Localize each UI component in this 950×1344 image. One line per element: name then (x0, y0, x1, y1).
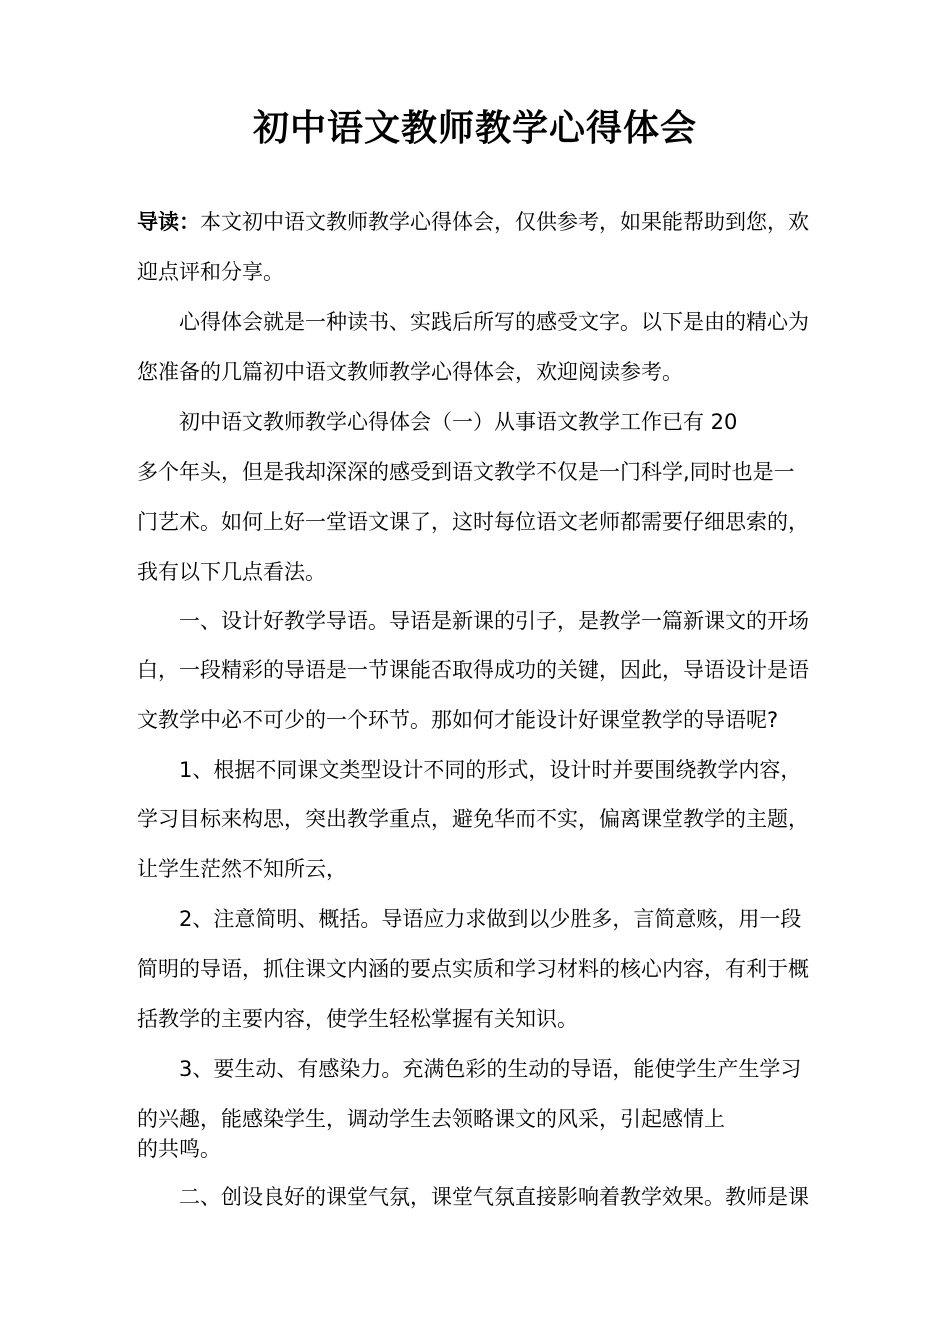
text-line: 的共鸣。 (137, 1137, 221, 1161)
text-line: 的兴趣，能感染学生，调动学生去领略课文的风采，引起感情上 (137, 1107, 725, 1131)
text-line: 括教学的主要内容，使学生轻松掌握有关知识。 (137, 1007, 578, 1031)
text-line: 初中语文教师教学心得体会（一）从事语文教学工作已有 20 (179, 410, 738, 434)
text-line: 1、根据不同课文类型设计不同的形式，设计时并要围绕教学内容， (179, 758, 802, 782)
text-line: 门艺术。如何上好一堂语文课了，这时每位语文老师都需要仔细思索的， (137, 510, 809, 534)
text-line: 您准备的几篇初中语文教师教学心得体会，欢迎阅读参考。 (137, 360, 683, 384)
text-line: 3、要生动、有感染力。充满色彩的生动的导语，能使学生产生学习 (179, 1057, 802, 1081)
intro-line (137, 207, 809, 237)
text-line: 学习目标来构思，突出教学重点，避免华而不实，偏离课堂教学的主题， (137, 807, 809, 831)
text-line: 文教学中必不可少的一个环节。那如何才能设计好课堂教学的导语呢? (137, 708, 779, 732)
text-line: 我有以下几点看法。 (137, 560, 326, 584)
text-line: 让学生茫然不知所云， (137, 857, 347, 881)
text-line: 二、创设良好的课堂气氛，课堂气氛直接影响着教学效果。教师是课 (179, 1185, 809, 1209)
text-line: 一、设计好教学导语。导语是新课的引子，是教学一篇新课文的开场 (179, 609, 809, 633)
text-line: 迎点评和分享。 (137, 260, 284, 284)
text-line: 心得体会就是一种读书、实践后所写的感受文字。以下是由的精心为 (179, 310, 809, 334)
intro-label: 导读： (137, 210, 200, 234)
text-line: 简明的导语，抓住课文内涵的要点实质和学习材料的核心内容，有利于概 (137, 957, 809, 981)
text-line: 多个年头，但是我却深深的感受到语文教学不仅是一门科学,同时也是一 (137, 460, 795, 484)
text-line: 白，一段精彩的导语是一节课能否取得成功的关键，因此，导语设计是语 (137, 658, 809, 682)
intro-text: 本文初中语文教师教学心得体会，仅供参考，如果能帮助到您，欢 (200, 210, 809, 234)
document-title: 初中语文教师教学心得体会 (252, 108, 697, 149)
text-line: 2、注意简明、概括。导语应力求做到以少胜多，言简意赅，用一段 (179, 907, 802, 931)
